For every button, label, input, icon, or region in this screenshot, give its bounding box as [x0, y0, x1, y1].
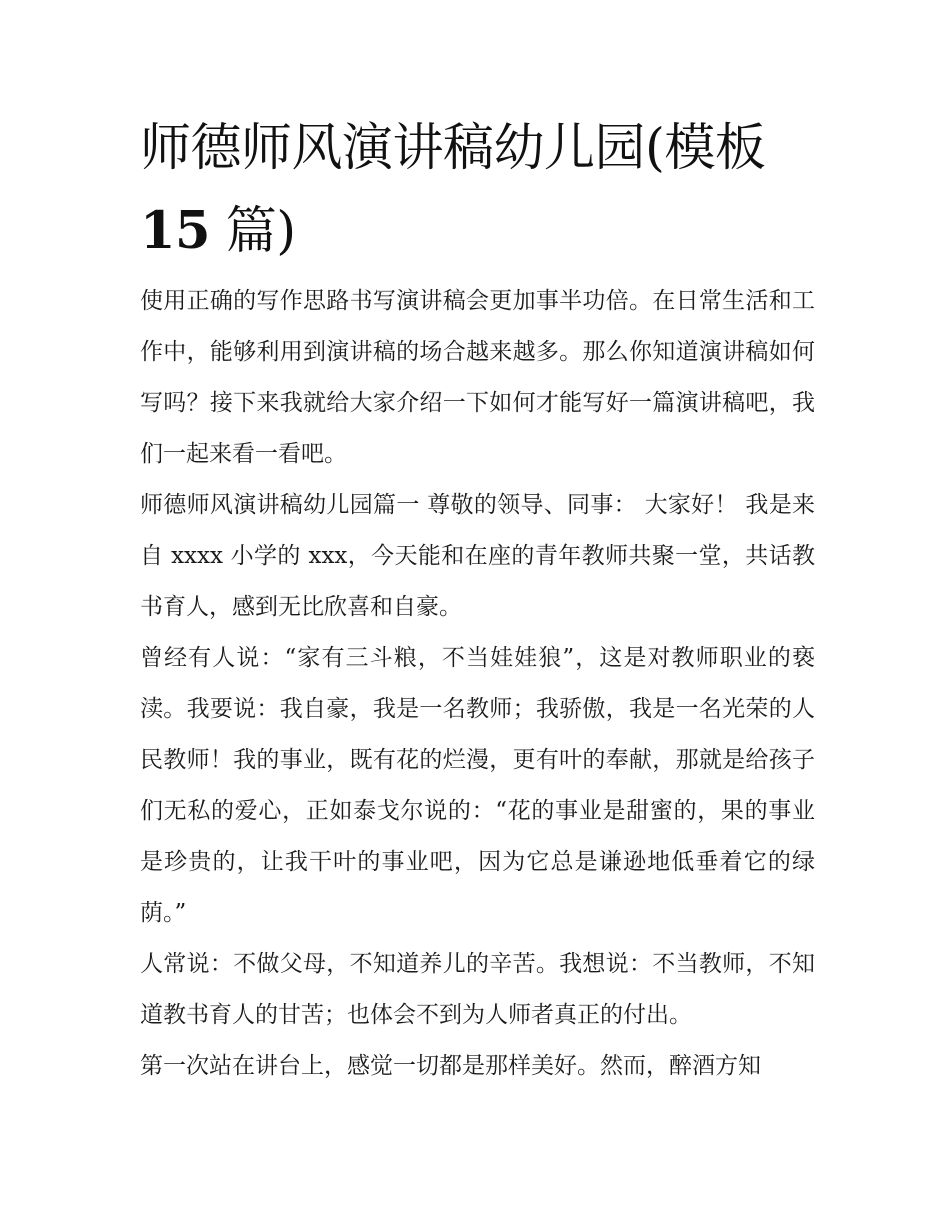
paragraph-first-time: 第一次站在讲台上，感觉一切都是那样美好。然而，醉酒方知: [140, 1053, 761, 1079]
title-line-2: 篇): [209, 202, 296, 261]
paragraph-intro: 使用正确的写作思路书写演讲稿会更加事半功倍。在日常生活和工作中，能够利用到演讲稿的场合越来越多。那么你知道演讲稿如何写吗？接下来我就给大家介绍一下如何才能写好一篇演讲稿吧，我们一起来看一看吧。: [140, 288, 815, 467]
document-body: [140, 276, 815, 1092]
title-number: 15: [140, 201, 210, 261]
title-line-1: 师德师风演讲稿幼儿园(模板: [140, 119, 766, 178]
paragraph-greeting: 师德师风演讲稿幼儿园篇一 尊敬的领导、同事： 大家好！ 我是来自 xxxx 小学的 xxx，今天能和在座的青年教师共聚一堂，共话教书育人，感到无比欣喜和自豪。: [140, 492, 815, 620]
paragraph-parents: 人常说：不做父母，不知道养儿的辛苦。我想说：不当教师，不知道教书育人的甘苦；也体会不到为人师者真正的付出。: [140, 951, 815, 1028]
document-title: [140, 108, 820, 273]
paragraph-quote: 曾经有人说：“家有三斗粮，不当娃娃狼”，这是对教师职业的亵渎。我要说：我自豪，我是一名教师；我骄傲，我是一名光荣的人民教师！我的事业，既有花的烂漫，更有叶的奉献，那就是给孩子们无私的爱心，正如泰戈尔说的：“花的事业是甜蜜的，果的事业是珍贵的，让我干叶的事业吧，因为它总是谦逊地低垂着它的绿荫。”: [140, 645, 815, 926]
